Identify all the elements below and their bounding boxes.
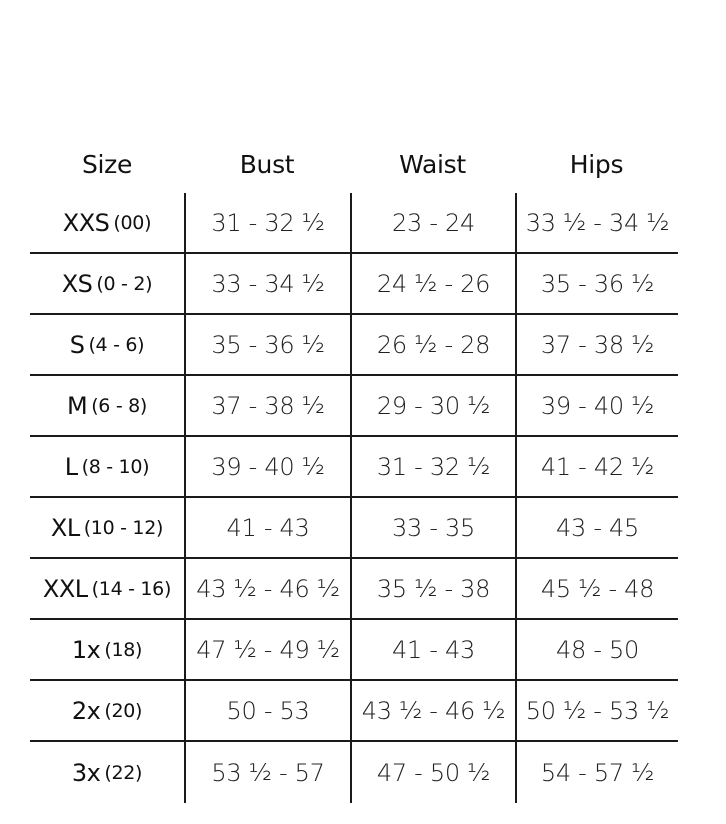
header-bust: Bust <box>239 149 295 179</box>
size-cell <box>30 315 184 374</box>
size-cell <box>30 742 184 803</box>
hips-cell: 50 ½ - 53 ½ <box>515 681 678 740</box>
size-range: (10 - 12) <box>83 516 164 539</box>
size-cell <box>30 193 184 252</box>
size-label: XXS <box>62 208 110 237</box>
size-cell <box>30 559 184 618</box>
size-range: (6 - 8) <box>91 394 148 417</box>
hips-cell: 41 - 42 ½ <box>515 437 678 496</box>
size-range: (8 - 10) <box>81 455 150 478</box>
size-label: 3x <box>71 758 101 787</box>
bust-cell: 37 - 38 ½ <box>184 376 350 435</box>
size-range: (18) <box>104 638 143 661</box>
waist-cell: 35 ½ - 38 <box>350 559 515 618</box>
size-cell <box>30 498 184 557</box>
size-range: (00) <box>113 211 152 234</box>
hips-cell: 45 ½ - 48 <box>515 559 678 618</box>
bust-cell: 41 - 43 <box>184 498 350 557</box>
size-label: XXL <box>42 574 88 603</box>
table-header-row <box>30 135 678 193</box>
table-row <box>30 681 678 742</box>
size-cell <box>30 254 184 313</box>
waist-cell: 33 - 35 <box>350 498 515 557</box>
waist-cell: 43 ½ - 46 ½ <box>350 681 515 740</box>
size-range: (4 - 6) <box>88 333 145 356</box>
table-row <box>30 620 678 681</box>
size-cell <box>30 376 184 435</box>
size-range: (0 - 2) <box>96 272 153 295</box>
size-label: L <box>64 452 78 481</box>
hips-cell: 48 - 50 <box>515 620 678 679</box>
table-row <box>30 498 678 559</box>
hips-cell: 39 - 40 ½ <box>515 376 678 435</box>
bust-cell: 43 ½ - 46 ½ <box>184 559 350 618</box>
waist-cell: 47 - 50 ½ <box>350 742 515 803</box>
table-row <box>30 315 678 376</box>
size-range: (22) <box>104 761 143 784</box>
waist-cell: 31 - 32 ½ <box>350 437 515 496</box>
table-row <box>30 376 678 437</box>
size-cell <box>30 620 184 679</box>
bust-cell: 50 - 53 <box>184 681 350 740</box>
table-row <box>30 559 678 620</box>
header-hips: Hips <box>569 149 624 179</box>
hips-cell: 37 - 38 ½ <box>515 315 678 374</box>
hips-cell: 54 - 57 ½ <box>515 742 678 803</box>
table-row <box>30 437 678 498</box>
bust-cell: 47 ½ - 49 ½ <box>184 620 350 679</box>
bust-cell: 39 - 40 ½ <box>184 437 350 496</box>
waist-cell: 29 - 30 ½ <box>350 376 515 435</box>
size-label: 1x <box>71 635 101 664</box>
size-label: XS <box>61 269 93 298</box>
size-cell <box>30 437 184 496</box>
size-label: S <box>69 330 85 359</box>
waist-cell: 23 - 24 <box>350 193 515 252</box>
size-label: 2x <box>71 696 101 725</box>
size-cell <box>30 681 184 740</box>
hips-cell: 43 - 45 <box>515 498 678 557</box>
table-row <box>30 742 678 803</box>
bust-cell: 31 - 32 ½ <box>184 193 350 252</box>
table-row <box>30 254 678 315</box>
size-label: M <box>66 391 88 420</box>
hips-cell: 33 ½ - 34 ½ <box>515 193 678 252</box>
bust-cell: 53 ½ - 57 <box>184 742 350 803</box>
header-size: Size <box>81 149 133 179</box>
waist-cell: 41 - 43 <box>350 620 515 679</box>
waist-cell: 24 ½ - 26 <box>350 254 515 313</box>
bust-cell: 33 - 34 ½ <box>184 254 350 313</box>
hips-cell: 35 - 36 ½ <box>515 254 678 313</box>
table-row <box>30 193 678 254</box>
waist-cell: 26 ½ - 28 <box>350 315 515 374</box>
size-label: XL <box>50 513 80 542</box>
size-range: (14 - 16) <box>91 577 172 600</box>
size-range: (20) <box>104 699 143 722</box>
bust-cell: 35 - 36 ½ <box>184 315 350 374</box>
header-waist: Waist <box>399 149 466 179</box>
size-chart-table <box>30 135 678 803</box>
